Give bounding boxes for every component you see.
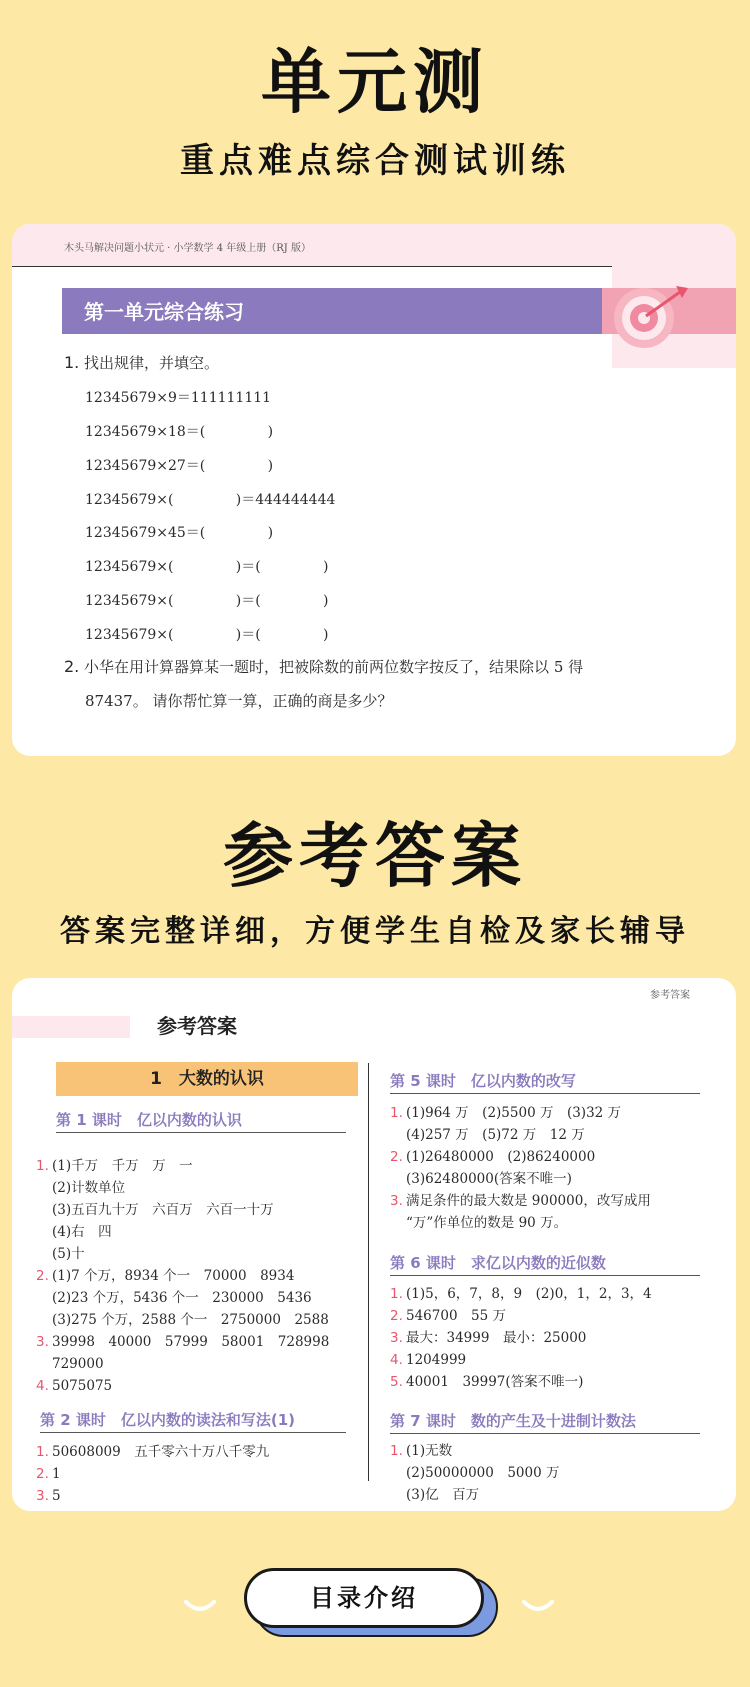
answer-text: (3)275 个万，2588 个一 2750000 2588	[52, 1312, 329, 1328]
answer-text: (1)26480000 (2)86240000	[406, 1149, 596, 1165]
title-accent	[12, 1016, 130, 1038]
answer-number: 1.	[36, 1444, 49, 1460]
question-2-number: 2.	[64, 657, 80, 676]
equation-line: 12345679×( )＝444444444	[85, 492, 336, 508]
answer-text: (1)964 万 (2)5500 万 (3)32 万	[406, 1105, 622, 1121]
question-1-text: 找出规律，并填空。	[84, 354, 220, 372]
chapter-banner: 1 大数的认识	[56, 1062, 358, 1096]
answer-text: 满足条件的最大数是 900000，改写成用	[406, 1193, 651, 1209]
answer-text: (3)62480000(答案不唯一)	[406, 1171, 572, 1187]
answer-line	[36, 1375, 112, 1397]
answer-line	[390, 1440, 452, 1462]
answer-text: (3)五百九十万 六百万 六百一十万	[52, 1202, 274, 1218]
answer-text: 1204999	[406, 1352, 467, 1368]
answer-text: (1)千万 千万 万 一	[52, 1158, 193, 1174]
answer-number: 2.	[36, 1466, 49, 1482]
question-2-text: 小华在用计算器算某一题时，把被除数的前两位数字按反了，结果除以 5 得	[84, 658, 584, 676]
answer-text: (1)无数	[406, 1443, 453, 1459]
smile-squiggle-icon	[184, 1598, 216, 1614]
lesson-heading: 第 2 课时 亿以内数的读法和写法(1)	[40, 1409, 346, 1433]
answer-number: 1.	[390, 1286, 403, 1302]
answer-line	[390, 1168, 572, 1190]
answer-number: 3.	[36, 1334, 49, 1350]
column-divider	[368, 1063, 369, 1481]
answer-text: (2)50000000 5000 万	[406, 1465, 560, 1481]
answer-line	[390, 1146, 595, 1168]
answer-number: 1.	[390, 1443, 403, 1459]
answer-line	[390, 1484, 479, 1506]
answer-line	[36, 1331, 329, 1353]
lesson-heading: 第 7 课时 数的产生及十进制计数法	[390, 1410, 700, 1434]
answer-number: 3.	[390, 1193, 403, 1209]
answer-text: (5)十	[52, 1246, 85, 1262]
equation-line: 12345679×45＝( )	[85, 525, 274, 541]
answer-text: (1)7 个万，8934 个一 70000 8934	[52, 1268, 295, 1284]
header-rule	[12, 266, 687, 267]
answer-page-card	[12, 978, 736, 1511]
title-unit-test: 单元测	[261, 41, 489, 123]
answer-text: “万”作单位的数是 90 万。	[406, 1215, 568, 1231]
equation-line: 12345679×( )＝( )	[85, 627, 329, 643]
answer-number: 3.	[36, 1488, 49, 1504]
answer-text: 5075075	[52, 1378, 113, 1394]
answer-line	[390, 1190, 651, 1212]
equation-line: 12345679×( )＝( )	[85, 593, 329, 609]
answer-line	[36, 1243, 85, 1265]
answer-line	[36, 1463, 61, 1485]
question-2	[64, 656, 583, 677]
smile-squiggle-icon	[522, 1598, 554, 1614]
answer-number: 3.	[390, 1330, 403, 1346]
answer-text: (4)257 万 (5)72 万 12 万	[406, 1127, 585, 1143]
answer-text: (2)计数单位	[52, 1180, 126, 1196]
answer-text: 50608009 五千零六十万八千零九	[52, 1444, 270, 1460]
lesson-heading: 第 5 课时 亿以内数的改写	[390, 1070, 700, 1094]
answer-line	[390, 1327, 586, 1349]
answer-number: 2.	[36, 1268, 49, 1284]
answer-text: (2)23 个万，5436 个一 230000 5436	[52, 1290, 312, 1306]
answer-line	[390, 1349, 466, 1371]
answer-text: (4)右 四	[52, 1224, 112, 1240]
answer-title: 参考答案	[157, 1014, 237, 1038]
book-info: 木头马解决问题小状元 · 小学数学 4 年级上册（RJ 版）	[64, 243, 311, 254]
answer-number: 1.	[390, 1105, 403, 1121]
answer-text: 729000	[52, 1356, 104, 1372]
corner-label: 参考答案	[650, 990, 690, 1001]
answer-text: 39998 40000 57999 58001 728998	[52, 1334, 330, 1350]
answer-text: (1)5，6，7，8，9 (2)0，1，2，3，4	[406, 1286, 652, 1302]
question-1-number: 1.	[64, 353, 80, 372]
answer-number: 1.	[36, 1158, 49, 1174]
answer-number: 2.	[390, 1149, 403, 1165]
subtitle-answers: 答案完整详细，方便学生自检及家长辅导	[60, 914, 690, 949]
answer-line	[390, 1305, 506, 1327]
answer-line	[36, 1155, 193, 1177]
question-1	[64, 352, 219, 373]
answer-text: 最大：34999 最小：25000	[406, 1330, 587, 1346]
equation-line: 12345679×27＝( )	[85, 458, 274, 474]
answer-line	[390, 1102, 621, 1124]
question-2-text-cont: 87437。 请你帮忙算一算，正确的商是多少？	[85, 692, 393, 710]
answer-line	[36, 1353, 104, 1375]
answer-line	[390, 1124, 585, 1146]
answer-number: 4.	[390, 1352, 403, 1368]
answer-line	[390, 1212, 567, 1234]
lesson-heading: 第 6 课时 求亿以内数的近似数	[390, 1252, 700, 1276]
answer-line	[36, 1265, 294, 1287]
target-icon	[602, 274, 692, 354]
answer-text: 5	[52, 1488, 61, 1504]
answer-number: 2.	[390, 1308, 403, 1324]
title-answers: 参考答案	[223, 815, 527, 897]
answer-text: (3)亿 百万	[406, 1487, 480, 1503]
answer-text: 1	[52, 1466, 61, 1482]
answer-line	[36, 1177, 125, 1199]
answer-line	[36, 1309, 329, 1331]
answer-text: 546700 55 万	[406, 1308, 507, 1324]
equation-line: 12345679×18＝( )	[85, 424, 274, 440]
table-of-contents-button[interactable]: 目录介绍	[244, 1568, 484, 1628]
section-title: 第一单元综合练习	[84, 300, 244, 324]
answer-line	[36, 1485, 61, 1507]
exercise-page-card	[12, 224, 736, 756]
answer-line	[36, 1199, 274, 1221]
answer-line	[390, 1371, 583, 1393]
answer-line	[36, 1441, 269, 1463]
answer-number: 5.	[390, 1374, 403, 1390]
answer-number: 4.	[36, 1378, 49, 1394]
equation-line: 12345679×( )＝( )	[85, 559, 329, 575]
lesson-heading: 第 1 课时 亿以内数的认识	[56, 1109, 346, 1133]
answer-text: 40001 39997(答案不唯一)	[406, 1374, 584, 1390]
answer-line	[390, 1462, 559, 1484]
answer-line	[36, 1287, 312, 1309]
answer-line	[36, 1221, 112, 1243]
answer-line	[390, 1283, 652, 1305]
subtitle-unit-test: 重点难点综合测试训练	[180, 141, 570, 181]
equation-line: 12345679×9＝111111111	[85, 390, 272, 406]
